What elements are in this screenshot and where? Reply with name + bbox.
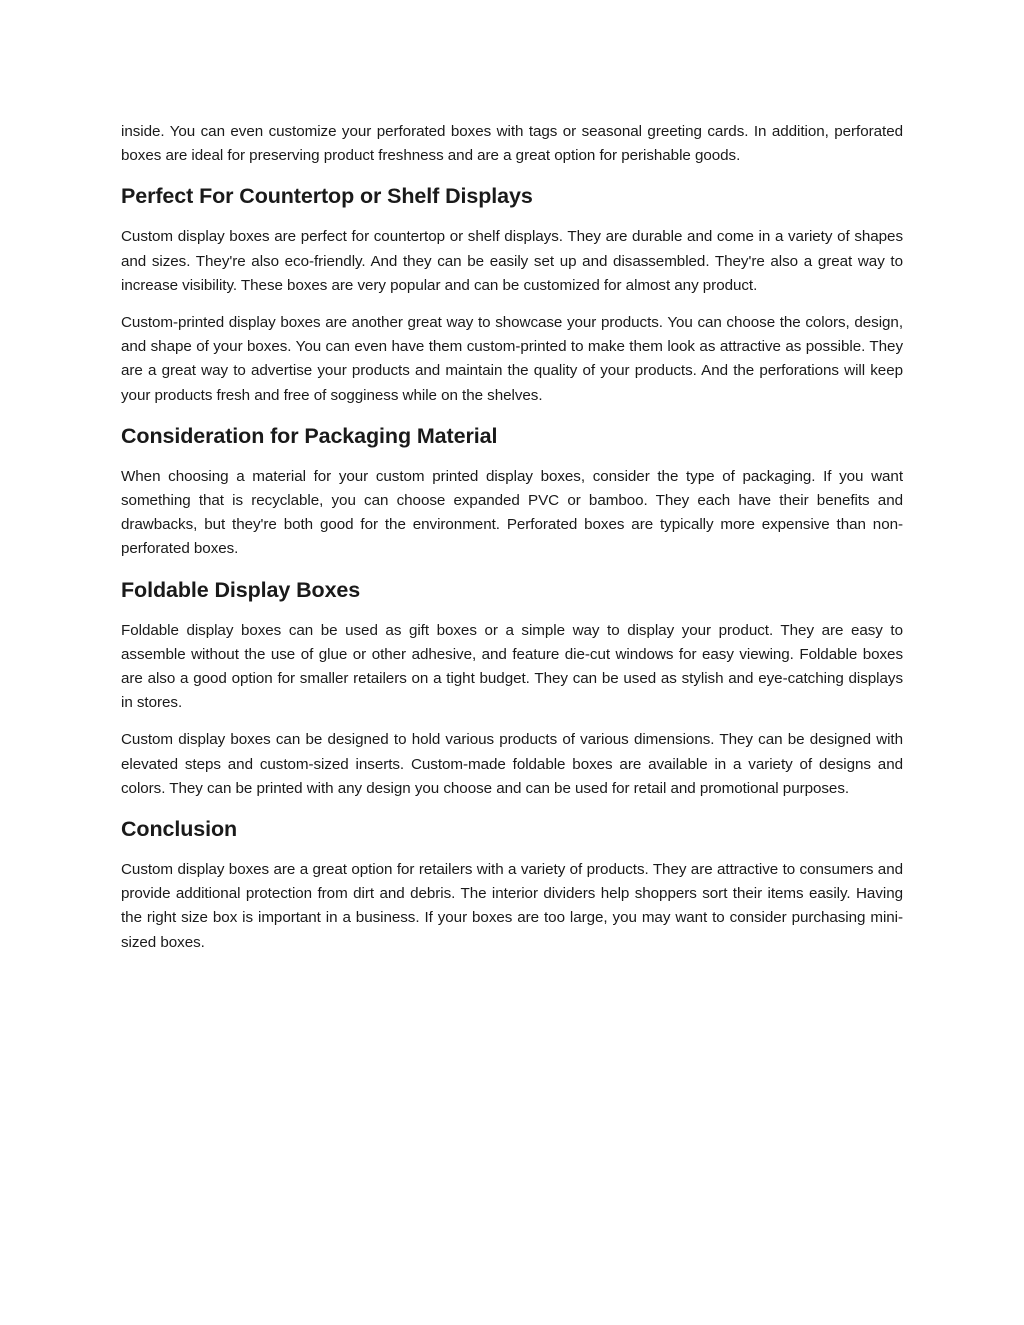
paragraph-conclusion-1: Custom display boxes are a great option for retailers with a variety of products. They are attractive to consumers and provide additional protection from dirt and debris. The interior dividers help shoppers sort their items easily. Having the right size box is important in a business. If your boxes are too large, you may want to consider purchasing mini-sized boxes. [121, 861, 903, 951]
paragraph-countertop-1: Custom display boxes are perfect for countertop or shelf displays. They are durable and come in a variety of shapes and sizes. They're also eco-friendly. And they can be easily set up and disassembled. They're also a great way to increase visibility. These boxes are very popular and can be customized for almost any product. [121, 228, 903, 294]
paragraph-foldable-2: Custom display boxes can be designed to hold various products of various dimensions. They can be designed with elevated steps and custom-sized inserts. Custom-made foldable boxes are available in a variety of designs and colors. They can be printed with any design you choose and can be used for retail and promotional purposes. [121, 731, 903, 797]
section-heading-packaging-material: Consideration for Packaging Material [121, 423, 498, 448]
paragraph-foldable-1: Foldable display boxes can be used as gift boxes or a simple way to display your product. They are easy to assemble without the use of glue or other adhesive, and feature die-cut windows for easy viewing. Foldable boxes are also a good option for smaller retailers on a tight budget. They can be used as stylish and eye-catching displays in stores. [121, 621, 903, 712]
section-heading-conclusion: Conclusion [121, 817, 238, 842]
document-page [121, 120, 903, 968]
paragraph-packaging-1: When choosing a material for your custom printed display boxes, consider the type of packaging. If you want something that is recyclable, you can choose expanded PVC or bamboo. They each have their benefits and drawbacks, but they're both good for the environment. Perforated boxes are typically more expensive than non-perforated boxes. [121, 467, 903, 558]
section-heading-foldable-boxes: Foldable Display Boxes [121, 577, 361, 602]
section-heading-countertop-displays: Perfect For Countertop or Shelf Displays [121, 184, 533, 209]
intro-paragraph: inside. You can even customize your perforated boxes with tags or seasonal greeting cards. In addition, perforated boxes are ideal for preserving product freshness and are a great option for perishable goods. [121, 123, 903, 165]
paragraph-countertop-2: Custom-printed display boxes are another great way to showcase your products. You can choose the colors, design, and shape of your boxes. You can even have them custom-printed to make them look as attractive as possible. They are a great way to advertise your products and maintain the quality of your products. And the perforations will keep your products fresh and free of sogginess while on the shelves. [121, 314, 903, 404]
